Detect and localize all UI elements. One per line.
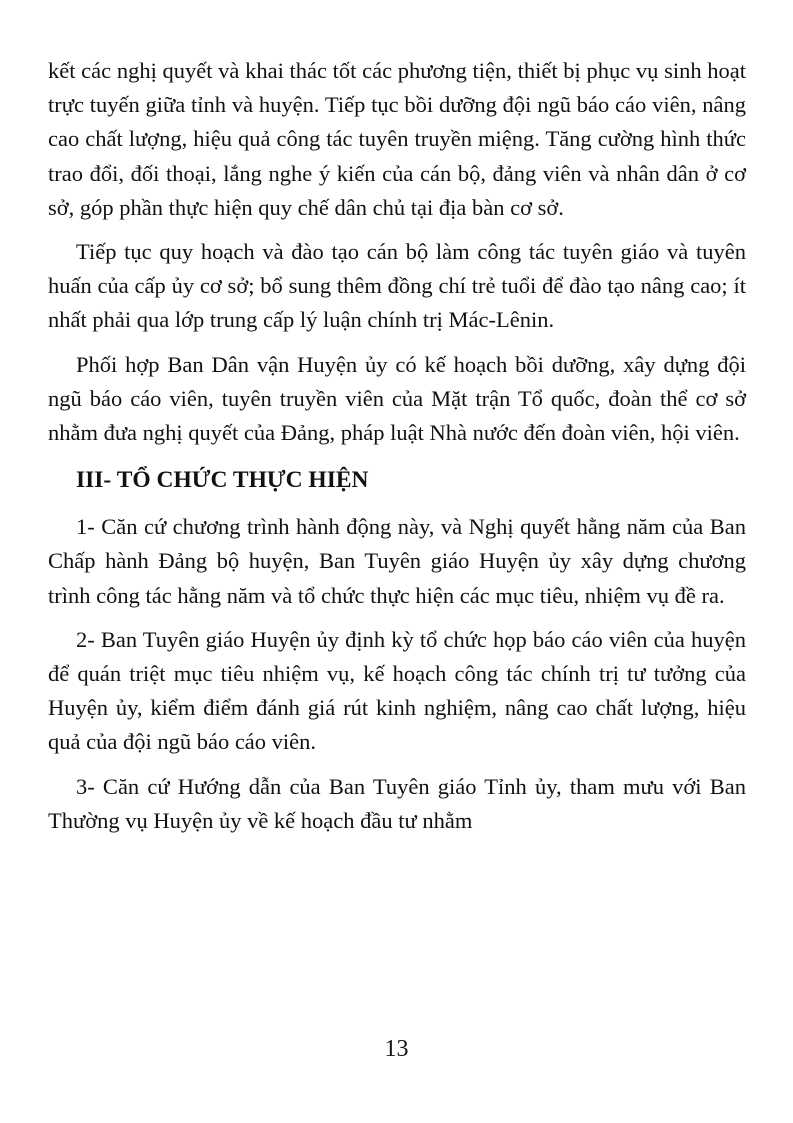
paragraph-continuation: kết các nghị quyết và khai thác tốt các phương tiện, thiết bị phục vụ sinh hoạt trực tuyến giữa tỉnh và huyện. Tiếp tục bồi dưỡng đội ngũ báo cáo viên, nâng cao chất lượng, hiệu quả công tác tuyên truyền miệng. Tăng cường hình thức trao đổi, đối thoại, lắng nghe ý kiến của cán bộ, đảng viên và nhân dân ở cơ sở, góp phần thực hiện quy chế dân chủ tại địa bàn cơ sở.	[48, 58, 746, 220]
paragraph-coordination: Phối hợp Ban Dân vận Huyện ủy có kế hoạch bồi dưỡng, xây dựng đội ngũ báo cáo viên, tuyên truyền viên của Mặt trận Tổ quốc, đoàn thể cơ sở nhằm đưa nghị quyết của Đảng, pháp luật Nhà nước đến đoàn viên, hội viên.	[48, 351, 746, 446]
paragraph-item-2: 2- Ban Tuyên giáo Huyện ủy định kỳ tổ chức họp báo cáo viên của huyện để quán triệt mục tiêu nhiệm vụ, kế hoạch công tác chính trị tư tưởng của Huyện ủy, kiểm điểm đánh giá rút kinh nghiệm, nâng cao chất lượng, hiệu quả của đội ngũ báo cáo viên.	[48, 626, 746, 755]
paragraph-item-1: 1- Căn cứ chương trình hành động này, và Nghị quyết hằng năm của Ban Chấp hành Đảng bộ huyện, Ban Tuyên giáo Huyện ủy xây dựng chương trình công tác hằng năm và tổ chức thực hiện các mục tiêu, nhiệm vụ đề ra.	[48, 514, 746, 608]
paragraph-training-plan: Tiếp tục quy hoạch và đào tạo cán bộ làm công tác tuyên giáo và tuyên huấn của cấp ủy cơ sở; bổ sung thêm đồng chí trẻ tuổi để đào tạo nâng cao; ít nhất phải qua lớp trung cấp lý luận chính trị Mác-Lênin.	[48, 239, 746, 333]
page-body	[48, 54, 746, 848]
page-number: 13	[384, 1036, 409, 1062]
section-heading: III- TỔ CHỨC THỰC HIỆN	[76, 467, 369, 494]
paragraph-item-3: 3- Căn cứ Hướng dẫn của Ban Tuyên giáo Tỉnh ủy, tham mưu với Ban Thường vụ Huyện ủy về kế hoạch đầu tư nhằm	[48, 773, 746, 833]
